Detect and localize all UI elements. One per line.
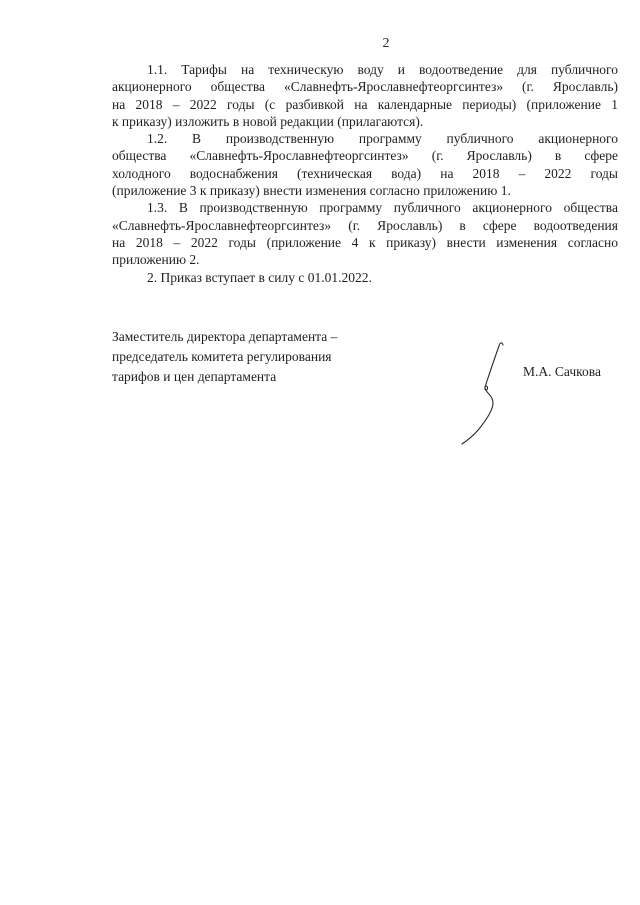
paragraph-line: 1.3. В производственную программу публичного акционерного общества bbox=[147, 200, 618, 216]
signatory-title-line: председатель комитета регулирования bbox=[112, 349, 332, 364]
paragraph-line: 1.2. В производственную программу публичного акционерного bbox=[147, 131, 618, 147]
paragraph-line: (приложение 3 к приказу) внести изменения согласно приложению 1. bbox=[112, 183, 511, 199]
paragraph-1-3 bbox=[112, 199, 618, 268]
paragraph-line: «Славнефть-Ярославнефтеоргсинтез» (г. Ярославль) в сфере водоотведения bbox=[112, 217, 618, 233]
order-body bbox=[112, 61, 618, 286]
paragraph-1-2 bbox=[112, 130, 618, 199]
signatory-name: М.А. Сачкова bbox=[523, 364, 601, 379]
paragraph-line: 2. Приказ вступает в силу с 01.01.2022. bbox=[147, 269, 372, 285]
paragraph-line: на 2018 – 2022 годы (приложение 4 к приказу) внести изменения согласно bbox=[112, 234, 618, 250]
paragraph-line: к приказу) изложить в новой редакции (прилагаются). bbox=[112, 113, 424, 129]
paragraph-line: приложению 2. bbox=[112, 252, 200, 268]
page-number: 2 bbox=[382, 36, 390, 51]
paragraph-line: 1.1. Тарифы на техническую воду и водоотведение для публичного bbox=[147, 62, 618, 77]
signatory-title-line: тарифов и цен департамента bbox=[112, 369, 277, 384]
paragraph-2 bbox=[112, 269, 618, 286]
signatory-title-line: Заместитель директора департамента – bbox=[112, 329, 338, 344]
signatory-title bbox=[112, 327, 422, 387]
paragraph-line: холодного водоснабжения (техническая вода) на 2018 – 2022 годы bbox=[112, 165, 618, 181]
paragraph-line: на 2018 – 2022 годы (с разбивкой на календарные периоды) (приложение 1 bbox=[112, 96, 618, 112]
paragraph-1-1 bbox=[112, 61, 618, 130]
paragraph-line: акционерного общества «Славнефть-Ярославнефтеоргсинтез» (г. Ярославль) bbox=[112, 79, 618, 95]
handwritten-signature bbox=[450, 336, 514, 448]
paragraph-line: общества «Славнефть-Ярославнефтеоргсинтез» (г. Ярославль) в сфере bbox=[112, 148, 618, 164]
